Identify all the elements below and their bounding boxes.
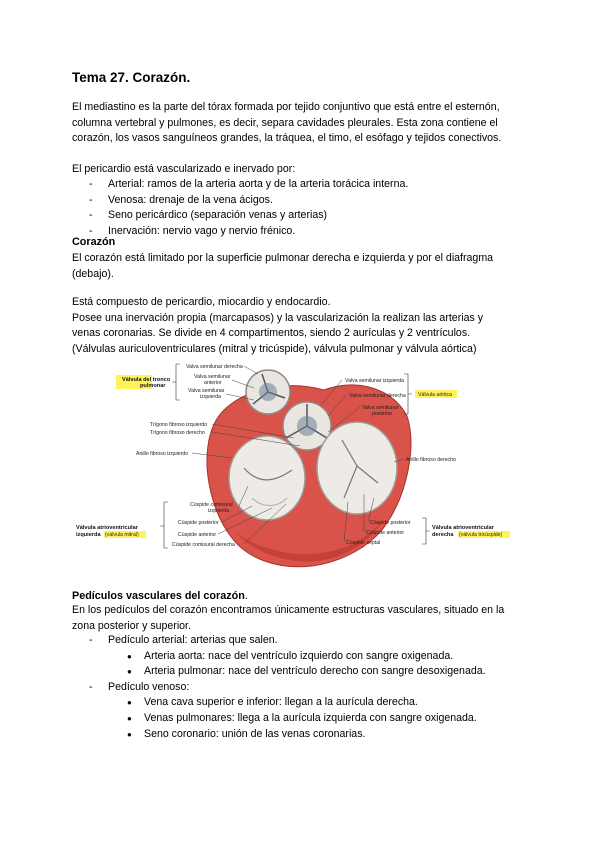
text-line: Posee una inervación propia (marcapasos) y la vascularización la realizan las arterias y — [72, 311, 483, 324]
text-line: corazón, los vasos sanguíneos grandes, la tráquea, el timo, el esófago y tejidos conectivos. — [72, 132, 502, 145]
text-line: columna vertebral y pulmones, es decir, separa cavidades pleurales. Esta zona contiene el — [72, 116, 498, 129]
pediculos-paragraph — [72, 603, 537, 634]
text-line: venas coronarias. Se divide en 4 compartimentos, siendo 2 aurículas y 2 ventrículos. — [72, 327, 471, 340]
label-valva-semilunar-izquierda-2: izquierda — [200, 394, 222, 400]
pediculos-list — [72, 633, 486, 742]
pericardio-list — [72, 177, 408, 239]
list-item-text: Seno pericárdico (separación venas y arterias) — [108, 209, 328, 222]
label-cuspide-comisural-derecha: Cúspide comisural derecha — [172, 542, 235, 548]
corazon-heading: Corazón — [72, 236, 116, 248]
label-cuspide-anterior-left: Cúspide anterior — [178, 532, 217, 538]
page-title: Tema 27. Corazón. — [72, 70, 191, 85]
aortic-valve-label: Válvula aórtica — [418, 392, 453, 398]
list-item-text: Pedículo arterial: arterias que salen. — [108, 634, 278, 646]
list-subitem-text: Vena cava superior e inferior: llegan a la aurícula derecha. — [144, 696, 418, 709]
intro-paragraph — [72, 100, 537, 147]
list-item: - Arterial: ramos de la arteria aorta y de la arteria torácica interna. — [89, 178, 409, 190]
list-subitem: ● Arteria aorta: nace del ventrículo izquierdo con sangre oxigenada. — [127, 649, 454, 662]
bracket — [160, 502, 168, 548]
text-line: En los pedículos del corazón encontramos únicamente estructuras vasculares, situado en la — [72, 604, 505, 616]
heart-valves-figure — [72, 358, 532, 570]
label-trigono-izquierdo: Trígono fibroso izquierdo — [150, 422, 208, 428]
text-line: Está compuesto de pericardio, miocardio y endocardio. — [72, 296, 331, 308]
list-subitem-text: Seno coronario: unión de las venas coronarias. — [144, 727, 366, 740]
pediculos-heading-suffix: . — [244, 590, 248, 602]
bracket — [422, 518, 430, 544]
label-valva-semilunar-anterior-2: anterior — [204, 380, 222, 386]
list-item: - Inervación: nervio vago y nervio frénico. — [89, 224, 296, 237]
pediculos-heading-text: Pedículos vasculares del corazón — [72, 590, 245, 602]
mitral-valve-label-3: (válvula mitral) — [105, 532, 139, 538]
list-item-text: Pedículo venoso: — [108, 680, 190, 693]
corazon-paragraph-2 — [72, 295, 537, 357]
list-subitem-text: Arteria pulmonar: nace del ventrículo derecho con sangre desoxigenada. — [144, 665, 486, 678]
list-subitem: ● Vena cava superior e inferior: llegan a la aurícula derecha. — [127, 696, 418, 709]
bracket — [172, 364, 180, 400]
list-subitem: ● Seno coronario: unión de las venas coronarias. — [127, 727, 366, 740]
pediculos-heading — [72, 590, 248, 602]
list-item: - Pedículo arterial: arterias que salen. — [89, 634, 278, 646]
tricuspid-valve-label-3: (válvula tricúspide) — [459, 532, 503, 538]
text-line: El corazón está limitado por la superficie pulmonar derecha e izquierda y por el diafragma — [72, 252, 494, 264]
list-item-text: Arterial: ramos de la arteria aorta y de la arteria torácica interna. — [108, 178, 409, 190]
text-line: zona posterior y superior. — [72, 619, 191, 632]
label-cuspide-posterior-left: Cúspide posterior — [178, 520, 219, 526]
mitral-valve — [229, 436, 305, 520]
label-valva-semilunar-derecha: Valva semilunar derecha — [186, 364, 243, 370]
label-anillo-derecho: Anillo fibroso derecho — [406, 457, 456, 463]
text-line: (debajo). — [72, 267, 114, 280]
label-aortic-semilunar-posterior: Valva semilunar — [362, 405, 399, 411]
label-aortic-semilunar-izquierda: Valva semilunar izquierda — [345, 378, 405, 384]
label-valva-semilunar-anterior: Valva semilunar — [194, 374, 231, 380]
tricuspid-valve — [317, 422, 397, 514]
text-line: (Válvulas auriculoventriculares (mitral y tricúspide), válvula pulmonar y válvula aórtica) — [72, 342, 477, 355]
pulmonary-valve-label-2: pulmonar — [140, 383, 166, 389]
tricuspid-valve-label-2: derecha — [432, 532, 454, 538]
mitral-valve-label-2: izquierda — [76, 532, 101, 538]
text-line: El mediastino es la parte del tórax formada por tejido conjuntivo que está entre el esternón, — [72, 101, 500, 113]
label-cuspide-septal: Cúspide septal — [346, 540, 381, 546]
label-trigono-derecho: Trígono fibroso derecho — [150, 430, 205, 436]
list-item: - Seno pericárdico (separación venas y arterias) — [89, 209, 328, 222]
label-valva-semilunar-izquierda: Valva semilunar — [188, 388, 225, 394]
list-item: - Pedículo venoso: — [89, 680, 190, 693]
list-subitem-text: Arteria aorta: nace del ventrículo izquierdo con sangre oxigenada. — [144, 649, 454, 662]
list-subitem: ● Venas pulmonares: llega a la aurícula izquierda con sangre oxigenada. — [127, 711, 477, 724]
list-item-text: Inervación: nervio vago y nervio frénico. — [108, 224, 296, 237]
mitral-valve-label: Válvula atrioventricular — [76, 525, 138, 531]
pulmonary-valve-label: Válvula del tronco — [122, 377, 171, 383]
tricuspid-valve-label: Válvula atrioventricular — [432, 525, 494, 531]
list-item-text: Venosa: drenaje de la vena ácigos. — [108, 193, 273, 206]
label-cuspide-comisural-izquierda: Cúspide comisural — [190, 502, 233, 508]
list-subitem-text: Venas pulmonares: llega a la aurícula izquierda con sangre oxigenada. — [144, 711, 477, 724]
label-cuspide-anterior-right: Cúspide anterior — [366, 530, 405, 536]
list-subitem: ● Arteria pulmonar: nace del ventrículo derecho con sangre desoxigenada. — [127, 665, 486, 678]
label-anillo-izquierdo: Anillo fibroso izquierdo — [136, 451, 189, 457]
label-aortic-semilunar-posterior-2: posterior — [372, 411, 393, 417]
label-cuspide-posterior-right: Cúspide posterior — [370, 520, 411, 526]
pericardio-intro: El pericardio está vascularizado e inervado por: — [72, 163, 296, 175]
heart-valves-illustration — [72, 358, 532, 570]
label-cuspide-comisural-izquierda-2: izquierda — [208, 508, 230, 514]
corazon-paragraph-1 — [72, 251, 537, 282]
list-item: - Venosa: drenaje de la vena ácigos. — [89, 193, 273, 206]
label-aortic-semilunar-derecha: Valva semilunar derecha — [349, 393, 406, 399]
